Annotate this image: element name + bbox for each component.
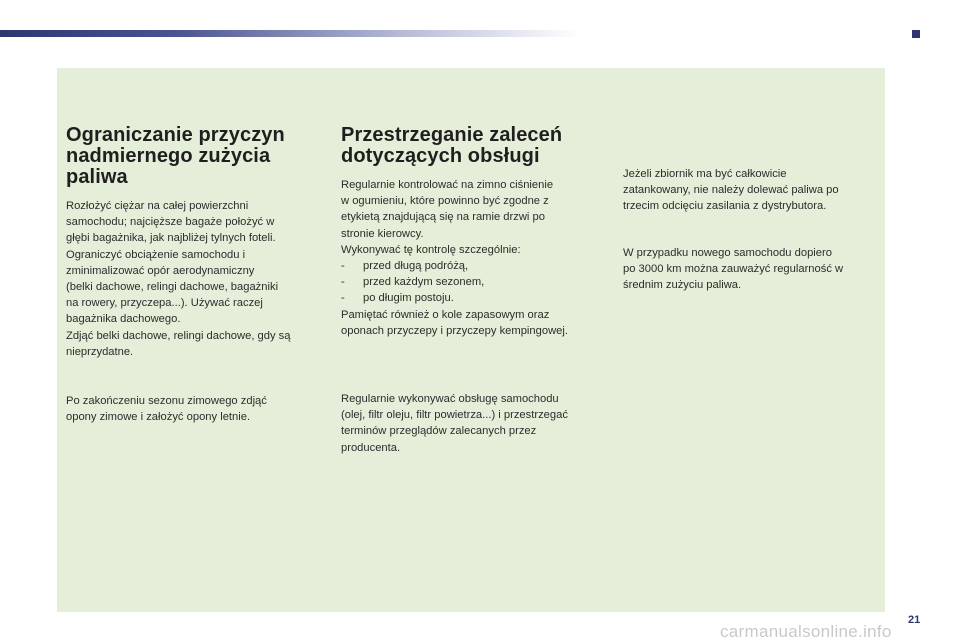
paragraph-tyre-pressure: [341, 177, 606, 339]
text-line: oponach przyczepy i przyczepy kempingowej.: [341, 324, 568, 337]
text-line: nieprzydatne.: [66, 345, 134, 358]
list-item: [341, 274, 606, 290]
text-line: Regularnie kontrolować na zimno ciśnienie: [341, 179, 554, 191]
list-item: [341, 290, 606, 306]
text-line: trzecim odcięciu zasilania z dystrybutora.: [623, 200, 827, 213]
spacer: [623, 215, 878, 245]
list-item-text: przed długą podróżą,: [363, 260, 469, 273]
text-line: Jeżeli zbiornik ma być całkowicie: [623, 168, 787, 180]
list-item-text: przed każdym sezonem,: [363, 276, 485, 289]
text-line: (belki dachowe, relingi dachowe, bagażniki: [66, 281, 279, 294]
text-line: terminów przeglądów zalecanych przez: [341, 425, 537, 438]
text-line: Ograniczyć obciążenie samochodu i: [66, 248, 246, 261]
text-line: Pamiętać również o kole zapasowym oraz: [341, 308, 550, 321]
page-number: 21: [908, 614, 921, 626]
text-line: producenta.: [341, 441, 401, 454]
text-line: Zdjąć belki dachowe, relingi dachowe, gdy są: [66, 329, 291, 342]
spacer: [341, 339, 606, 391]
dash-bullet: -: [341, 276, 345, 289]
paragraph-new-car: [623, 245, 878, 294]
heading-maintenance: Przestrzeganie zaleceń dotyczących obsługi: [341, 124, 563, 167]
column-maintenance: [341, 125, 606, 456]
text-line: po 3000 km można zauważyć regularność w: [623, 262, 844, 275]
text-line: głębi bagażnika, jak najbliżej tylnych foteli.: [66, 232, 276, 245]
paragraph-load: [66, 198, 331, 360]
list-item-text: po długim postoju.: [363, 292, 454, 305]
dash-bullet: -: [341, 260, 345, 273]
dash-bullet: -: [341, 292, 345, 305]
list-item: [341, 258, 606, 274]
text-line: Wykonywać tę kontrolę szczególnie:: [341, 243, 521, 256]
text-line: opony zimowe i założyć opony letnie.: [66, 411, 251, 424]
text-line: średnim zużyciu paliwa.: [623, 279, 742, 292]
column-notes: [623, 166, 878, 293]
paragraph-service: [341, 391, 606, 456]
text-line: etykietą znajdującą się na ramie drzwi po: [341, 211, 545, 224]
text-line: na rowery, przyczepa...). Używać raczej: [66, 297, 263, 310]
text-line: Regularnie wykonywać obsługę samochodu: [341, 393, 559, 406]
paragraph-winter-tyres: [66, 393, 331, 425]
header-gradient-bar: [0, 30, 580, 37]
text-line: Po zakończeniu sezonu zimowego zdjąć: [66, 395, 267, 408]
text-line: stronie kierowcy.: [341, 227, 424, 240]
heading-fuel-consumption: Ograniczanie przyczyn nadmiernego zużycia paliwa: [66, 124, 285, 188]
text-line: samochodu; najcięższe bagaże położyć w: [66, 216, 275, 229]
column-fuel-consumption: [66, 125, 331, 425]
text-line: bagażnika dachowego.: [66, 313, 181, 326]
text-line: W przypadku nowego samochodu dopiero: [623, 246, 832, 259]
text-line: Rozłożyć ciężar na całej powierzchni: [66, 200, 249, 212]
text-line: (olej, filtr oleju, filtr powietrza...) i przestrzegać: [341, 409, 568, 422]
text-line: zminimalizować opór aerodynamiczny: [66, 264, 255, 277]
watermark: carmanualsonline.info: [720, 622, 892, 641]
text-line: w ogumieniu, które powinno być zgodne z: [341, 195, 549, 208]
paragraph-refuelling: [623, 166, 878, 215]
text-line: zatankowany, nie należy dolewać paliwa po: [623, 184, 839, 197]
corner-square-mark: [912, 30, 920, 38]
spacer: [66, 360, 331, 393]
